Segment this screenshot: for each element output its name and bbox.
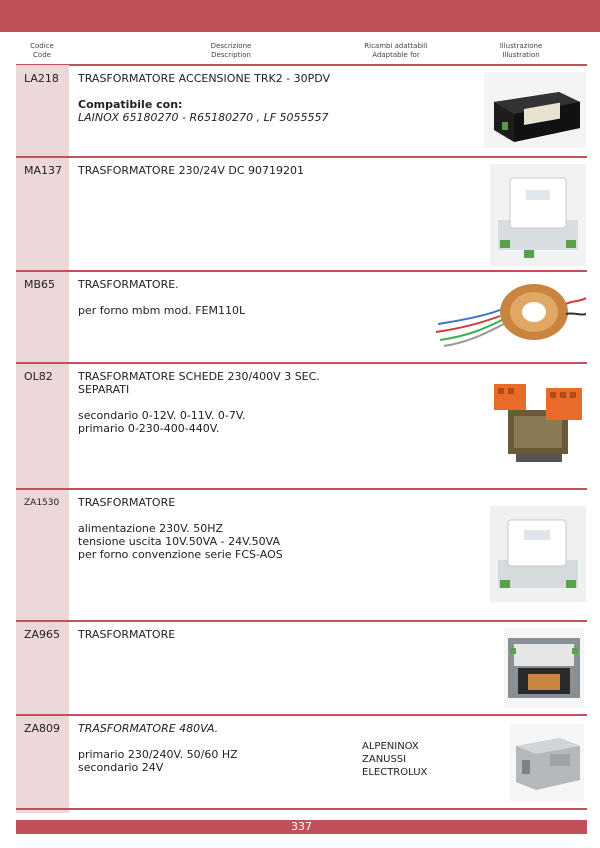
product-description — [78, 496, 358, 561]
product-image — [490, 506, 586, 602]
product-image — [510, 724, 584, 802]
orange-terminal-transformer-illustration — [488, 376, 586, 474]
header-code-it: Codice — [30, 42, 54, 50]
product-description — [78, 722, 358, 774]
product-title: TRASFORMATORE ACCENSIONE TRK2 - 30PDV — [78, 72, 331, 85]
framed-transformer-illustration — [504, 628, 584, 708]
product-image — [434, 280, 588, 356]
product-title: TRASFORMATORE SCHEDE 230/400V 3 SEC. — [78, 370, 320, 383]
compatible-brand: ELECTROLUX — [362, 767, 428, 778]
product-title-cont: SEPARATI — [78, 383, 130, 396]
product-code: LA218 — [24, 72, 59, 85]
header-description-it: Descrizione — [210, 42, 252, 50]
header-compatible — [346, 42, 446, 60]
product-description — [78, 164, 358, 177]
grey-transformer-illustration — [510, 724, 584, 802]
white-transformer-illustration — [490, 506, 586, 602]
header-description — [131, 42, 331, 60]
product-title: TRASFORMATORE 230/24V DC 90719201 — [78, 164, 305, 177]
product-title: TRASFORMATORE — [78, 496, 176, 509]
table-row — [16, 364, 587, 490]
toroidal-transformer-illustration — [434, 280, 588, 356]
product-description — [78, 72, 358, 124]
top-band — [0, 0, 600, 32]
product-detail: per forno mbm mod. FEM110L — [78, 304, 246, 317]
header-illustration — [471, 42, 571, 60]
table-row — [16, 272, 587, 364]
product-code: MA137 — [24, 164, 63, 177]
product-detail: primario 0-230-400-440V. — [78, 422, 220, 435]
table-header — [16, 32, 587, 66]
product-detail: secondario 0-12V. 0-11V. 0-7V. — [78, 409, 246, 422]
footer-band — [16, 820, 587, 834]
table-row — [16, 66, 587, 158]
product-detail: tensione uscita 10V.50VA - 24V.50VA — [78, 535, 281, 548]
table-row — [16, 716, 587, 810]
product-image — [504, 628, 584, 708]
table-row — [16, 158, 587, 272]
header-illustration-en: Illustration — [502, 51, 540, 59]
product-detail: per forno convenzione serie FCS-AOS — [78, 548, 283, 561]
page-number: 337 — [291, 820, 312, 833]
product-title: TRASFORMATORE. — [78, 278, 179, 291]
product-code: MB65 — [24, 278, 56, 291]
product-detail: primario 230/240V. 50/60 HZ — [78, 748, 238, 761]
product-description — [78, 370, 358, 435]
header-description-en: Description — [211, 51, 251, 59]
header-compatible-en: Adaptable for — [372, 51, 420, 59]
product-image — [488, 376, 586, 474]
compatible-brands — [362, 740, 472, 779]
compat-heading: Compatibile con: — [78, 98, 183, 111]
compatible-brand: ZANUSSI — [362, 754, 407, 765]
compatible-brand: ALPENINOX — [362, 741, 419, 752]
product-image — [490, 164, 586, 266]
header-illustration-it: Illustrazione — [499, 42, 543, 50]
white-transformer-illustration — [490, 164, 586, 266]
product-code: ZA1530 — [24, 498, 60, 508]
product-description — [78, 278, 358, 317]
product-description — [78, 628, 358, 641]
product-title: TRASFORMATORE 480VA. — [78, 722, 219, 735]
product-detail: secondario 24V — [78, 761, 164, 774]
header-compatible-it: Ricambi adattabili — [364, 42, 428, 50]
header-code-en: Code — [33, 51, 51, 59]
compat-refs: LAINOX 65180270 - R65180270 , LF 5055557 — [78, 111, 329, 124]
product-detail: alimentazione 230V. 50HZ — [78, 522, 224, 535]
black-transformer-illustration — [484, 72, 586, 148]
table-row — [16, 490, 587, 622]
table-row — [16, 622, 587, 716]
product-image — [484, 72, 586, 148]
product-code: OL82 — [24, 370, 53, 383]
product-title: TRASFORMATORE — [78, 628, 176, 641]
header-code — [16, 42, 68, 60]
product-code: ZA965 — [24, 628, 61, 641]
product-code: ZA809 — [24, 722, 61, 735]
